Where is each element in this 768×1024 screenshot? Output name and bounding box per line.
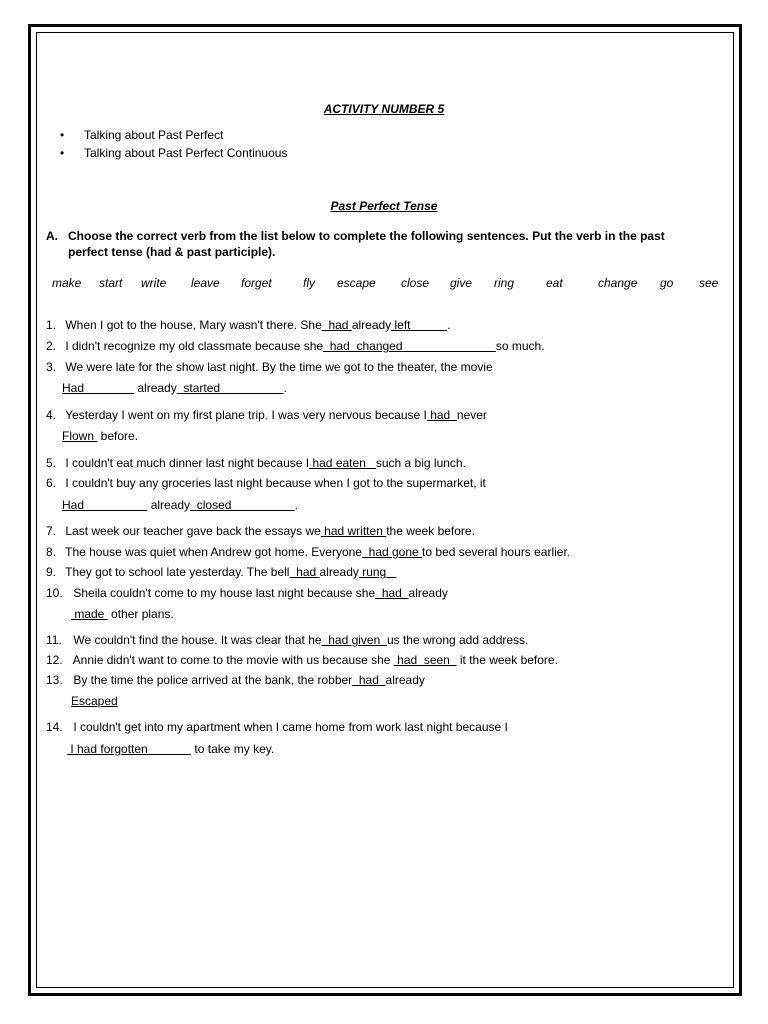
answer-blank: had gone xyxy=(361,545,423,559)
word-list-item: escape xyxy=(337,276,376,290)
answer-blank: had xyxy=(289,565,320,579)
answer-blank: had xyxy=(352,673,386,687)
answer-blank: started xyxy=(176,381,284,395)
sentence-1: 1. When I got to the house, Mary wasn't there. She had already left . xyxy=(46,318,451,332)
answer-blank: had xyxy=(321,318,352,332)
bullet-item: • Talking about Past Perfect xyxy=(60,128,224,142)
word-list-item: fly xyxy=(303,276,315,290)
answer-blank: had xyxy=(426,408,457,422)
sentence-6-cont: Had already closed . xyxy=(62,498,299,512)
sentence-4-cont: Flown before. xyxy=(62,429,139,443)
sentence-3: 3. We were late for the show last night. By the time we got to the theater, the movie xyxy=(46,360,493,374)
instruction-line-1: A. Choose the correct verb from the list below to complete the following sentences. Put the verb in the past xyxy=(46,229,665,243)
answer-blank: Escaped xyxy=(71,694,118,708)
word-list-item: eat xyxy=(546,276,563,290)
section-title: Past Perfect Tense xyxy=(330,199,438,213)
instruction-line-2: perfect tense (had & past participle). xyxy=(68,245,276,259)
answer-blank: made xyxy=(71,607,108,621)
bullet-dot-icon: • xyxy=(60,128,65,142)
word-list-item: go xyxy=(660,276,674,290)
word-list-item: ring xyxy=(494,276,515,290)
answer-blank: Had xyxy=(62,498,148,512)
answer-blank: had written xyxy=(320,524,387,538)
sentence-4: 4. Yesterday I went on my first plane trip. I was very nervous because I had never xyxy=(46,408,487,422)
word-list-item: change xyxy=(598,276,638,290)
word-list-item: give xyxy=(450,276,473,290)
word-list-item: leave xyxy=(191,276,220,290)
answer-blank: I had forgotten xyxy=(67,742,192,756)
sentence-13-cont xyxy=(71,694,118,708)
sentence-10: 10. Sheila couldn't come to my house last night because she had already xyxy=(46,586,448,600)
bullet-dot-icon: • xyxy=(60,146,65,160)
word-list-item: make xyxy=(52,276,82,290)
answer-blank: Had xyxy=(62,381,135,395)
sentence-6: 6. I couldn't buy any groceries last night because when I got to the supermarket, it xyxy=(46,476,486,490)
bullet-item: • Talking about Past Perfect Continuous xyxy=(60,146,288,160)
sentence-5: 5. I couldn't eat much dinner last night because I had eaten such a big lunch. xyxy=(46,456,466,470)
sentence-10-cont: made other plans. xyxy=(71,607,174,621)
sentence-11: 11. We couldn't find the house. It was clear that he had given us the wrong add address. xyxy=(46,633,529,647)
sentence-12: 12. Annie didn't want to come to the movie with us because she had seen it the week before. xyxy=(46,653,558,667)
answer-blank: rung xyxy=(358,565,397,579)
sentence-13: 13. By the time the police arrived at the bank, the robber had already xyxy=(46,673,425,687)
answer-blank: had eaten xyxy=(309,456,376,470)
answer-blank: left xyxy=(391,318,448,332)
sentence-9: 9. They got to school late yesterday. The bell had already rung xyxy=(46,565,397,579)
instruction-letter: A. xyxy=(46,229,58,243)
word-list-item: close xyxy=(401,276,430,290)
word-list-item: forget xyxy=(241,276,272,290)
sentence-14: 14. I couldn't get into my apartment when I came home from work last night because I xyxy=(46,720,508,734)
sentence-7: 7. Last week our teacher gave back the essays we had written the week before. xyxy=(46,524,475,538)
word-list xyxy=(0,276,768,290)
word-list-item: start xyxy=(99,276,123,290)
sentence-14-cont: I had forgotten to take my key. xyxy=(67,742,275,756)
answer-blank: had given xyxy=(321,633,387,647)
answer-blank: had seen xyxy=(393,653,457,667)
answer-blank: closed xyxy=(190,498,295,512)
answer-blank: had changed xyxy=(323,339,496,353)
sentence-3-cont: Had already started . xyxy=(62,381,287,395)
sentence-2: 2. I didn't recognize my old classmate because she had changed so much. xyxy=(46,339,545,353)
answer-blank: had xyxy=(375,586,409,600)
word-list-item: write xyxy=(141,276,167,290)
sentence-8: 8. The house was quiet when Andrew got home. Everyone had gone to bed several hours earlier. xyxy=(46,545,571,559)
word-list-item: see xyxy=(699,276,719,290)
answer-blank: Flown xyxy=(62,429,98,443)
activity-title: ACTIVITY NUMBER 5 xyxy=(323,102,445,116)
